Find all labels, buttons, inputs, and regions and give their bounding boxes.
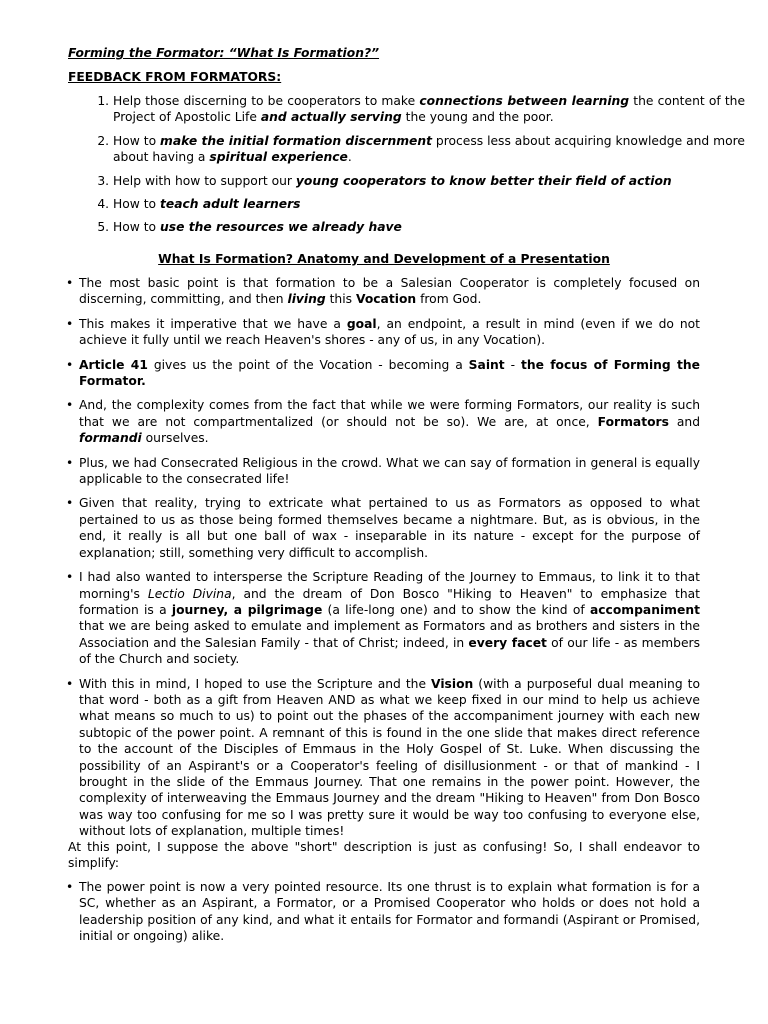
- feedback-item: [113, 219, 745, 235]
- text-run: , an endpoint, a result in mind (even if we do not achieve it fully until we reach Heaven's shores - any of us, in any Vocation).: [79, 316, 700, 348]
- text-run: This makes it imperative that we have a: [79, 316, 347, 331]
- feedback-item: [113, 173, 745, 189]
- text-run: use the resources we already have: [160, 220, 402, 235]
- section-heading: What Is Formation? Anatomy and Development of a Presentation: [158, 252, 610, 266]
- bullet-list: [68, 275, 700, 848]
- text-run: and: [668, 414, 701, 429]
- text-run: , and the dream of Don Bosco "Hiking to Heaven" to emphasize that formation is a: [79, 586, 700, 617]
- text-run: (a life-long one) and to show the kind of: [322, 602, 590, 617]
- text-run: accompaniment: [589, 602, 700, 617]
- text-run: With this in mind, I hoped to use the Scripture and the: [79, 676, 432, 691]
- text-run: and actually serving: [260, 110, 402, 125]
- text-run: The most basic point is that formation to be a Salesian Cooperator is completely focused on discerning, committing, and then: [79, 276, 700, 307]
- bullet-item: [68, 879, 700, 945]
- bullet-item: [68, 316, 700, 349]
- feedback-item: [113, 93, 745, 126]
- text-run: How to: [113, 220, 160, 235]
- text-run: this: [325, 292, 356, 307]
- text-run: Help with how to support our: [113, 173, 296, 188]
- text-run: process less about acquiring knowledge and more about having a: [113, 133, 745, 165]
- bullet-item: [68, 357, 700, 390]
- feedback-heading: FEEDBACK FROM FORMATORS:: [68, 70, 282, 84]
- text-run: gives us the point of the Vocation - becoming a: [147, 357, 469, 372]
- bullet-item: [68, 569, 700, 667]
- text-run: the focus of Forming the Formator.: [79, 357, 700, 389]
- text-run: spiritual experience: [209, 150, 348, 165]
- text-run: teach adult learners: [160, 197, 301, 212]
- document-title: Forming the Formator: “What Is Formation?”: [68, 46, 380, 60]
- text-run: Lectio Divina: [147, 586, 232, 601]
- text-run: of our life - as members of the Church and society.: [79, 635, 700, 667]
- bullet-item: [68, 275, 700, 308]
- text-run: make the initial formation discernment: [160, 133, 432, 148]
- text-run: Article 41: [79, 357, 148, 372]
- bullet-list-continued: [68, 879, 700, 953]
- text-run: living: [287, 292, 326, 307]
- text-run: Vocation: [355, 292, 417, 307]
- text-run: Plus, we had Consecrated Religious in the crowd. What we can say of formation in general is equally applicable to the consecrated life!: [79, 455, 700, 487]
- text-run: the content of the Project of Apostolic Life: [113, 94, 746, 125]
- bullet-item: [68, 495, 700, 561]
- text-run: formandi: [79, 431, 142, 446]
- text-run: connections between learning: [419, 94, 630, 108]
- text-run: goal: [346, 316, 377, 331]
- text-run: .: [347, 150, 352, 165]
- bullet-item: [68, 397, 700, 446]
- text-run: How to: [113, 133, 161, 148]
- bullet-item: [68, 455, 700, 488]
- text-run: I had also wanted to intersperse the Scripture Reading of the Journey to Emmaus, to link it to that morning's: [79, 570, 700, 601]
- text-run: And, the complexity comes from the fact that while we were forming Formators, our reality is such that we are not compartmentalized (or should not be so). We are, at once,: [79, 398, 700, 429]
- text-run: Saint: [468, 357, 505, 372]
- text-run: Given that reality, trying to extricate what pertained to us as Formators as opposed to what pertained to us as those being formed themselves became a nightmare. But, as is obvious, in the end, it really is all but one ball of wax - inseparable in its nature - except for the purpose of explanation; still, something very difficult to accomplish.: [79, 496, 700, 560]
- feedback-item: [113, 133, 745, 166]
- text-run: Formators: [597, 414, 669, 429]
- text-run: that we are being asked to emulate and implement as Formators and as brothers and sisters in the Association and the Salesian Family - that of Christ; indeed, in: [79, 619, 700, 650]
- bullet-item: [68, 676, 700, 840]
- text-run: the young and the poor.: [401, 110, 554, 125]
- transition-paragraph: At this point, I suppose the above "short" description is just as confusing! So, I shall endeavor to simplify:: [68, 840, 700, 871]
- text-run: young cooperators to know better their field of action: [295, 173, 672, 188]
- feedback-list: [68, 93, 745, 243]
- text-run: every facet: [468, 635, 547, 650]
- text-run: from God.: [416, 292, 482, 307]
- text-run: How to: [113, 197, 160, 212]
- text-run: (with a purposeful dual meaning to that word - both as a gift from Heaven AND as what we keep fixed in our mind to help us achieve what means so much to us) to point out the phases of the accompaniment journey with each new subtopic of the power point. A remnant of this is found in the one slide that makes direct reference to the account of the Disciples of Emmaus in the Holy Gospel of St. Luke. When discussing the possibility of an Aspirant's or a Cooperator's feeling of disillusionment - or that of mankind - I brought in the slide of the Emmaus Journey. That one remains in the power point. However, the complexity of interweaving the Emmaus Journey and the dream "Hiking to Heaven" from Don Bosco was way too confusing for me so I was pretty sure it would be way too confusing to everyone else, without lots of explanation, multiple times!: [79, 676, 701, 839]
- text-run: Vision: [431, 676, 474, 691]
- text-run: -: [504, 357, 521, 372]
- text-run: journey, a pilgrimage: [171, 602, 323, 617]
- text-run: Help those discerning to be cooperators to make: [113, 94, 420, 108]
- feedback-item: [113, 196, 745, 212]
- text-run: The power point is now a very pointed resource. Its one thrust is to explain what formation is for a SC, whether as an Aspirant, a Formator, or a Promised Cooperator who holds or does not hold a leadership position of any kind, and what it entails for Formator and formandi (Aspirant or Promised, initial or ongoing) alike.: [79, 880, 700, 944]
- text-run: ourselves.: [141, 431, 209, 446]
